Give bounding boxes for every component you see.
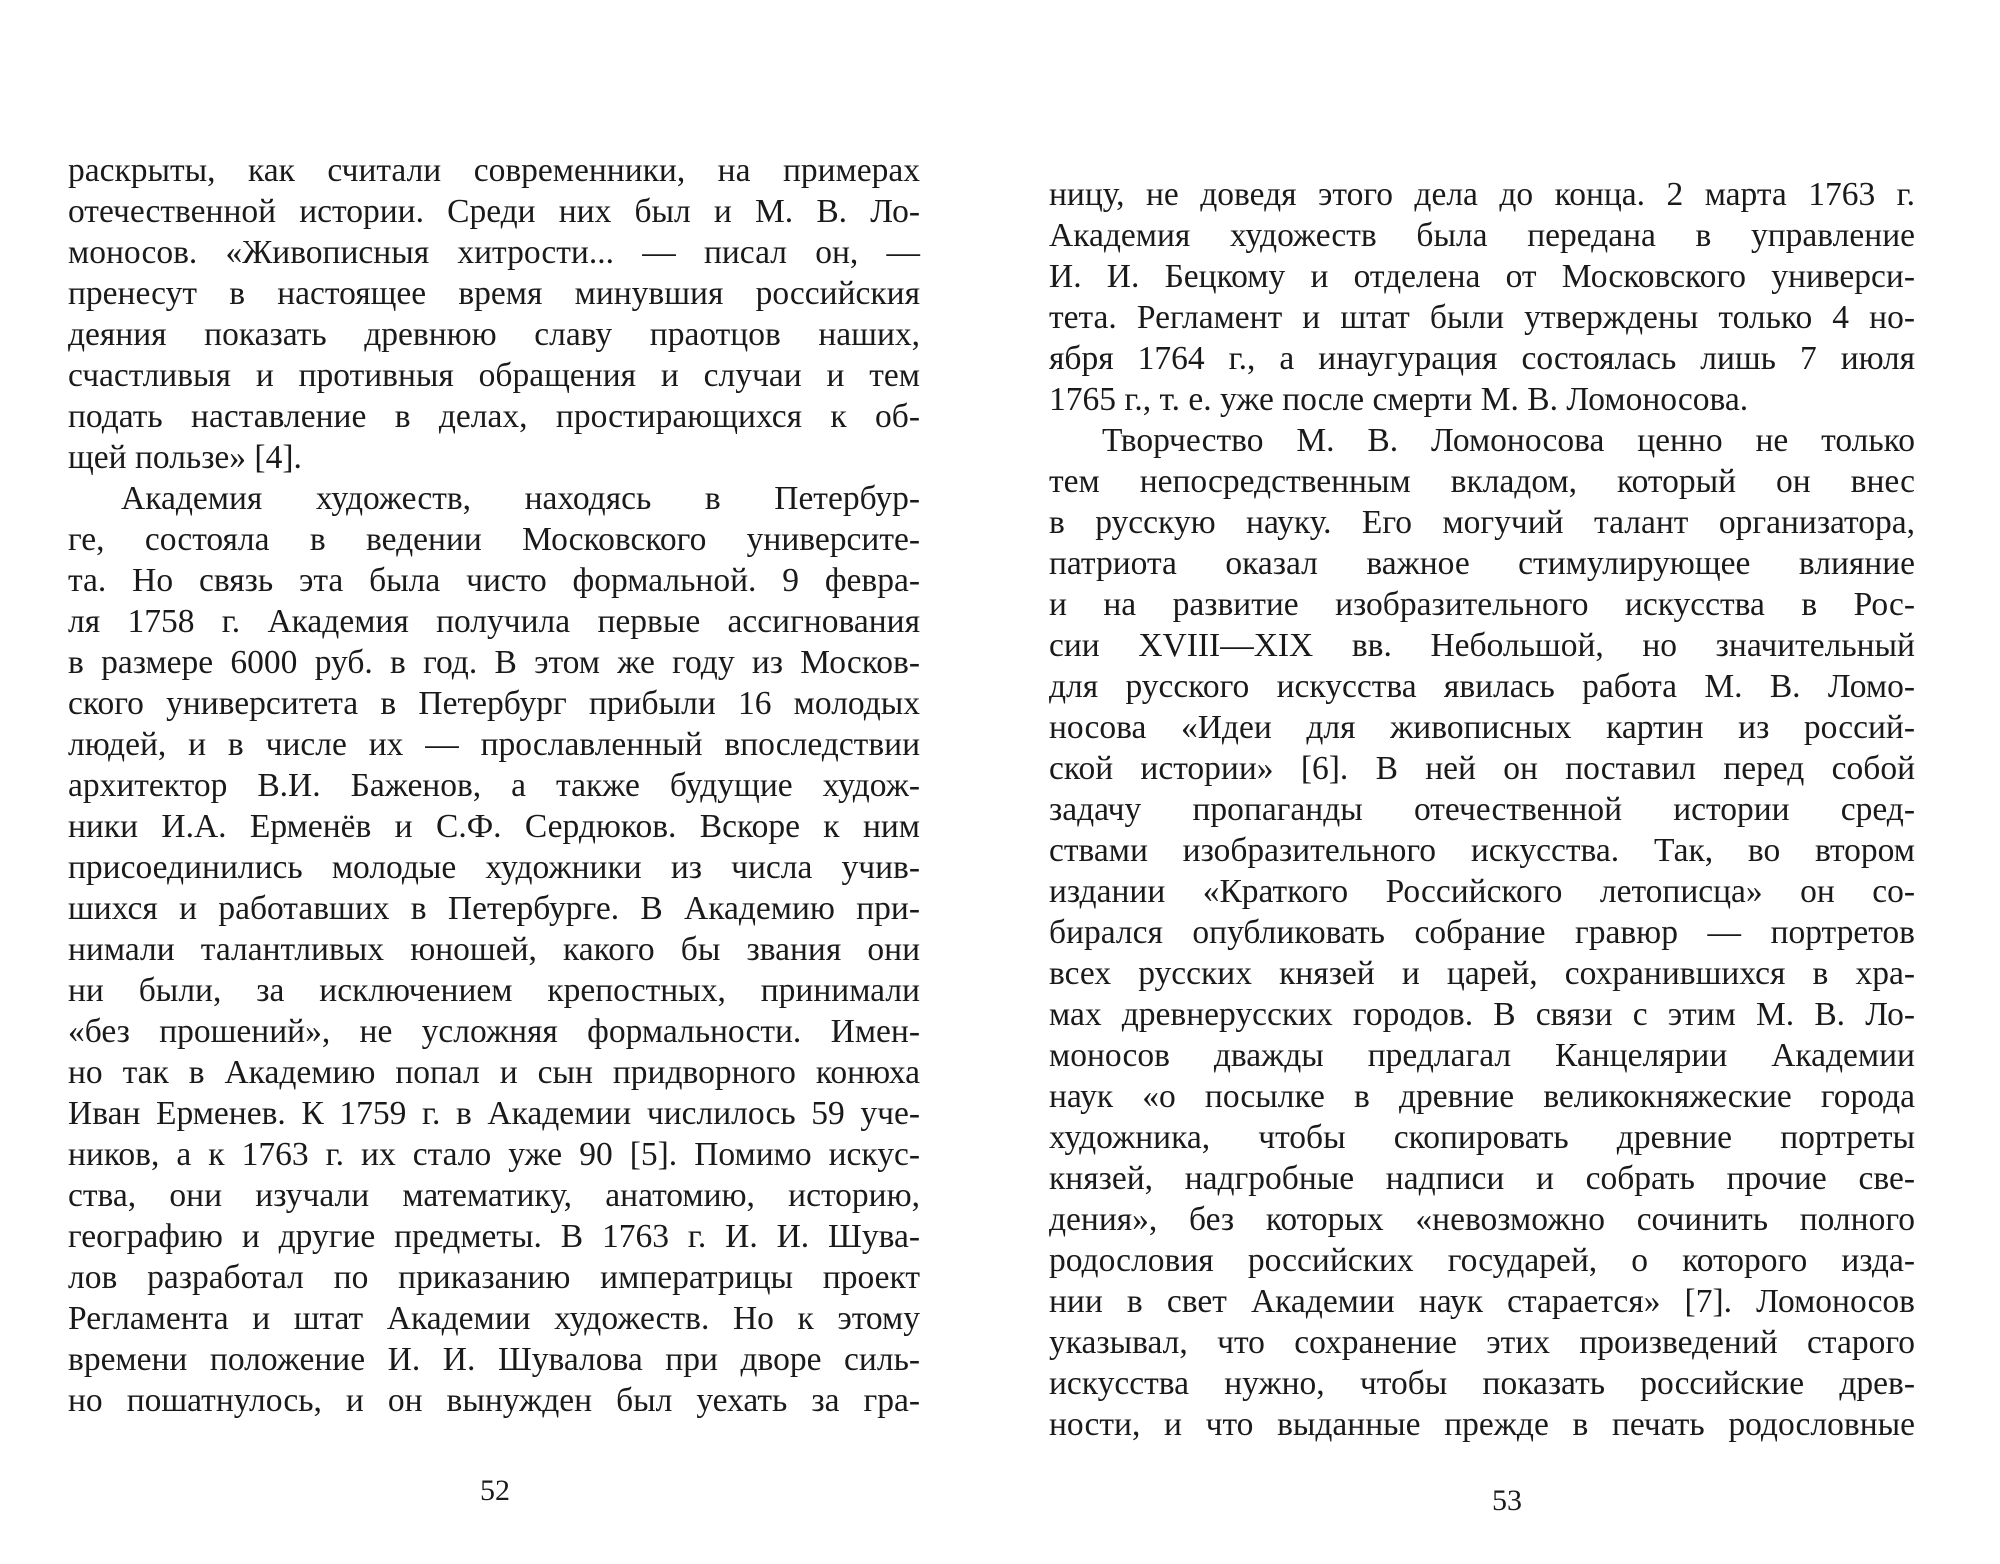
text-line: подать наставление в делах, простирающихся к об- bbox=[68, 398, 920, 435]
text-line: Иван Ерменев. К 1759 г. в Академии числилось 59 уче- bbox=[68, 1095, 920, 1132]
text-line: искусства нужно, чтобы показать российские древ- bbox=[1049, 1365, 1915, 1402]
text-line: наук «о посылке в древние великокняжеские города bbox=[1049, 1078, 1915, 1115]
text-line: издании «Краткого Российского летописца» он со- bbox=[1049, 873, 1915, 910]
text-line: тем непосредственным вкладом, который он внес bbox=[1049, 463, 1915, 500]
text-line: лов разработал по приказанию императрицы проект bbox=[68, 1259, 920, 1296]
text-line: ге, состояла в ведении Московского университе- bbox=[68, 521, 920, 558]
text-line: географию и другие предметы. В 1763 г. И. И. Шува- bbox=[68, 1218, 920, 1255]
text-line: Академия художеств была передана в управление bbox=[1049, 217, 1915, 254]
text-line: ников, а к 1763 г. их стало уже 90 [5]. Помимо искус- bbox=[68, 1136, 920, 1173]
text-line: ницу, не доведя этого дела до конца. 2 марта 1763 г. bbox=[1049, 176, 1915, 213]
text-line: князей, надгробные надписи и собрать прочие све- bbox=[1049, 1160, 1915, 1197]
text-line: щей пользе» [4]. bbox=[68, 439, 302, 476]
text-line: нии в свет Академии наук старается» [7]. Ломоносов bbox=[1049, 1283, 1915, 1320]
text-line: и на развитие изобразительного искусства в Рос- bbox=[1049, 586, 1915, 623]
text-line: ники И.А. Ерменёв и С.Ф. Сердюков. Вскоре к ним bbox=[68, 808, 920, 845]
text-line: нимали талантливых юношей, какого бы звания они bbox=[68, 931, 920, 968]
text-line: ля 1758 г. Академия получила первые ассигнования bbox=[68, 603, 920, 640]
text-line: для русского искусства явилась работа М. В. Ломо- bbox=[1049, 668, 1915, 705]
text-line: патриота оказал важное стимулирующее влияние bbox=[1049, 545, 1915, 582]
text-line: задачу пропаганды отечественной истории сред- bbox=[1049, 791, 1915, 828]
text-line: тета. Регламент и штат были утверждены только 4 но- bbox=[1049, 299, 1915, 336]
text-line: носова «Идеи для живописных картин из россий- bbox=[1049, 709, 1915, 746]
text-line: людей, и в числе их — прославленный впоследствии bbox=[68, 726, 920, 763]
text-line: шихся и работавших в Петербурге. В Академию при- bbox=[68, 890, 920, 927]
right-page-text bbox=[1049, 174, 1915, 1445]
left-page-number: 52 bbox=[480, 1474, 510, 1507]
text-line: ства, они изучали математику, анатомию, историю, bbox=[68, 1177, 920, 1214]
text-line: Регламента и штат Академии художеств. Но к этому bbox=[68, 1300, 920, 1337]
text-line: но пошатнулось, и он вынужден был уехать за гра- bbox=[68, 1382, 920, 1419]
text-line: моносов дважды предлагал Канцелярии Академии bbox=[1049, 1037, 1915, 1074]
text-line: ности, и что выданные прежде в печать родословные bbox=[1049, 1406, 1915, 1443]
text-line: но так в Академию попал и сын придворного конюха bbox=[68, 1054, 920, 1091]
text-line: ского университета в Петербург прибыли 16 молодых bbox=[68, 685, 920, 722]
text-line: родословия российских государей, о которого изда- bbox=[1049, 1242, 1915, 1279]
text-line: времени положение И. И. Шувалова при дворе силь- bbox=[68, 1341, 920, 1378]
text-line: счастливыя и противныя обращения и случаи и тем bbox=[68, 357, 920, 394]
text-line: художника, чтобы скопировать древние портреты bbox=[1049, 1119, 1915, 1156]
text-line: ября 1764 г., а инаугурация состоялась лишь 7 июля bbox=[1049, 340, 1915, 377]
text-line: пренесут в настоящее время минувшия российския bbox=[68, 275, 920, 312]
text-line: сии XVIII—XIX вв. Небольшой, но значительный bbox=[1049, 627, 1915, 664]
text-line: деяния показать древнюю славу праотцов наших, bbox=[68, 316, 920, 353]
text-line: та. Но связь эта была чисто формальной. 9 февра- bbox=[68, 562, 920, 599]
text-line: ни были, за исключением крепостных, принимали bbox=[68, 972, 920, 1009]
text-line: указывал, что сохранение этих произведений старого bbox=[1049, 1324, 1915, 1361]
text-line: всех русских князей и царей, сохранившихся в хра- bbox=[1049, 955, 1915, 992]
text-line: ствами изобразительного искусства. Так, во втором bbox=[1049, 832, 1915, 869]
text-line: Академия художеств, находясь в Петербур- bbox=[121, 480, 920, 517]
text-line: 1765 г., т. е. уже после смерти М. В. Ломоносова. bbox=[1049, 381, 1749, 418]
text-line: Творчество М. В. Ломоносова ценно не только bbox=[1102, 422, 1915, 459]
text-line: И. И. Бецкому и отделена от Московского универси- bbox=[1049, 258, 1915, 295]
text-line: дения», без которых «невозможно сочинить полного bbox=[1049, 1201, 1915, 1238]
text-line: присоединились молодые художники из числа учив- bbox=[68, 849, 920, 886]
text-line: мах древнерусских городов. В связи с этим М. В. Ло- bbox=[1049, 996, 1915, 1033]
text-line: «без прошений», не усложняя формальности. Имен- bbox=[68, 1013, 920, 1050]
text-line: архитектор В.И. Баженов, а также будущие худож- bbox=[68, 767, 920, 804]
text-line: в размере 6000 руб. в год. В этом же году из Москов- bbox=[68, 644, 920, 681]
text-line: бирался опубликовать собрание гравюр — портретов bbox=[1049, 914, 1915, 951]
text-line: моносов. «Живописныя хитрости... — писал он, — bbox=[68, 234, 920, 271]
text-line: ской истории» [6]. В ней он поставил перед собой bbox=[1049, 750, 1915, 787]
right-page-number: 53 bbox=[1492, 1484, 1522, 1517]
left-page-text bbox=[68, 150, 920, 1421]
text-line: отечественной истории. Среди них был и М. В. Ло- bbox=[68, 193, 920, 230]
text-line: в русскую науку. Его могучий талант организатора, bbox=[1049, 504, 1915, 541]
text-line: раскрыты, как считали современники, на примерах bbox=[68, 152, 920, 189]
